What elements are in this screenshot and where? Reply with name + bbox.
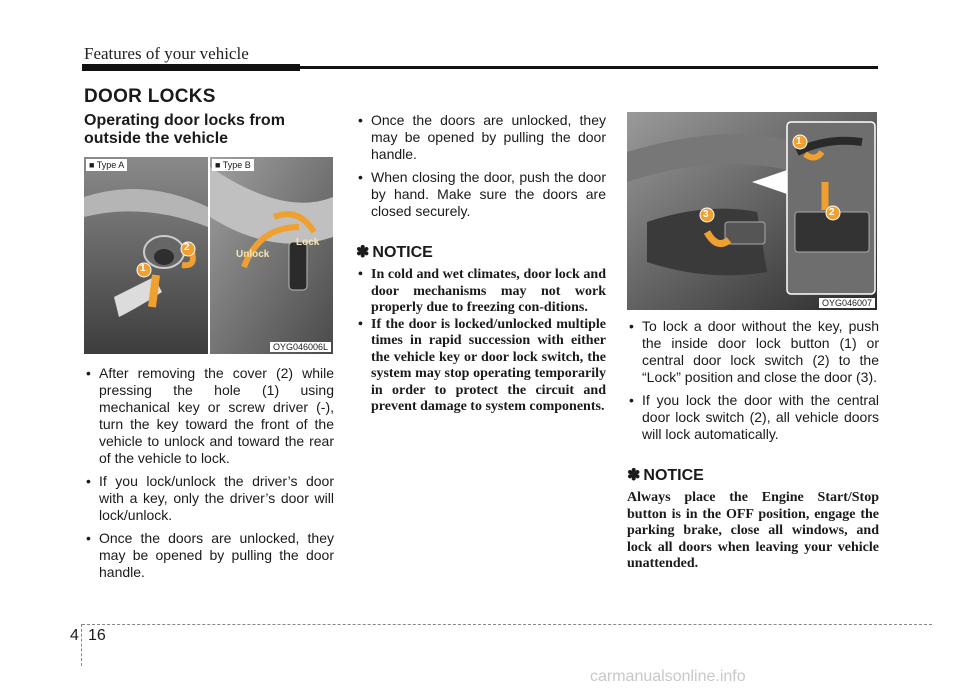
bullet-item: • Once the doors are unlocked, they may be opened by pulling the door handle. [356,112,606,163]
notice-item: • If the door is locked/unlocked multiple times in rapid succession with either the vehicle key or door lock switch, the system may stop operating temporarily in order to protect the circuit and prevent damage to system components. [356,317,606,416]
interior-door-illustration [627,112,877,310]
lock-label: Lock [296,237,320,248]
footer-separator [81,624,82,666]
subheading [84,112,334,148]
notice-heading [627,467,879,484]
notice-icon: ✽ [627,467,641,484]
header-rule-accent [82,64,300,71]
subheading-line-2: outside the vehicle [84,130,229,147]
section-title: DOOR LOCKS [84,86,216,107]
notice-text: Always place the Engine Start/Stop button is in the OFF position, engage the parking brake, close all windows, and lock all doors when leaving your vehicle unattended. [627,490,879,571]
notice-title: NOTICE [643,467,704,484]
bullet-item: • Once the doors are unlocked, they may be opened by pulling the door handle. [84,530,334,581]
door-handle-illustration [84,157,333,354]
running-header: Features of your vehicle [84,44,249,63]
column-3 [627,318,879,573]
column-2 [356,112,606,416]
bullet-item: • If you lock/unlock the driver’s door with a key, only the driver’s door will lock/unlock. [84,473,334,524]
bullet-item: • If you lock the door with the central door lock switch (2), all vehicle doors will lock automatically. [627,392,879,443]
figure-inside-door-lock [627,112,877,310]
unlock-label: Unlock [236,249,270,260]
notice-heading [356,244,606,261]
chapter-number: 4 [70,627,79,644]
callout-2: 2 [829,207,835,218]
page-number: 16 [88,627,106,644]
notice-title: NOTICE [372,244,433,261]
figure-outside-door-handle [84,157,333,354]
bullet-item: • When closing the door, push the door by hand. Make sure the doors are closed securely. [356,169,606,220]
callout-1: 1 [796,136,802,147]
figure-code: OYG046007 [819,298,875,308]
type-b-tag: ■ Type B [212,159,254,171]
column-1-bullets [84,365,334,587]
bullet-item: • To lock a door without the key, push the inside door lock button (1) or central door lock switch (2) to the “Lock” position and close the door (3). [627,318,879,386]
subheading-line-1: Operating door locks from [84,112,285,129]
watermark: carmanualsonline.info [590,668,746,685]
figure-code: OYG046006L [270,342,331,352]
callout-3: 3 [703,209,709,220]
column-1 [84,112,334,148]
footer-rule [82,624,932,625]
notice-item: • In cold and wet climates, door lock and door mechanisms may not work properly due to freezing con-ditions. [356,267,606,317]
callout-2: 2 [184,242,190,253]
bullet-item: • After removing the cover (2) while pressing the hole (1) using mechanical key or screw driver (-), turn the key toward the front of the vehicle to unlock and toward the rear of the vehicle to lock. [84,365,334,467]
notice-icon: ✽ [356,244,370,261]
type-a-tag: ■ Type A [86,159,127,171]
callout-1: 1 [140,263,146,274]
